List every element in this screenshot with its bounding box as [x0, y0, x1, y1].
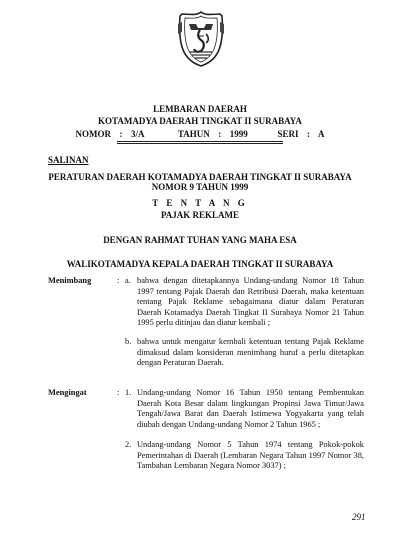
header-rule-bottom — [117, 143, 283, 144]
page-number: 291 — [352, 512, 366, 522]
tentang-heading: T E N T A N G — [152, 198, 248, 208]
header-line-1: LEMBARAN DAERAH — [153, 104, 247, 114]
header-rule-top — [117, 141, 283, 142]
menimbang-item-b: bahwa untuk mengatur kembali ketentuan tentang Pajak Reklame dimaksud dalam konsideran menimbang huruf a perlu ditetapkan dengan Peraturan Daerah. — [137, 337, 364, 368]
mengingat-item-1: Undang-undang Nomor 16 Tahun 1950 tentang Pembentukan Daerah Kota Besar dalam lingkungan Propinsi Jawa Timur/Jawa Tengah/Jawa Barat dan Daerah Istimewa Yogyakarta yang telah diubah dengan Undang-undang Nomor 2 Tahun 1965 ; — [137, 388, 364, 429]
mengingat-mark-2: 2. — [125, 440, 132, 449]
menimbang-mark-a: a. — [125, 276, 131, 285]
mengingat-colon: : — [117, 388, 120, 397]
mengingat-mark-1: 1. — [125, 388, 132, 397]
regulation-title: PERATURAN DAERAH KOTAMADYA DAERAH TINGKAT II SURABAYA — [48, 172, 352, 182]
salinan-label: SALINAN — [48, 155, 89, 165]
menimbang-label: Menimbang — [48, 276, 92, 285]
header-line-2: KOTAMADYA DAERAH TINGKAT II SURABAYA — [98, 116, 302, 126]
header-number-line: NOMOR : 3/A TAHUN : 1999 SERI : A — [75, 129, 325, 139]
city-emblem-icon — [176, 10, 226, 68]
menimbang-item-a: bahwa dengan ditetapkannya Undang-undang Nomor 18 Tahun 1997 tentang Pajak Daerah dan Retribusi Daerah, maka ketentuan tentang Pajak Reklame sebagaimana diatur dalam Peraturan Daerah Kotamadya Daerah Tingkat II Surabaya Nomor 21 Tahun 1995 perlu ditinjau dan diatur kembali ; — [137, 276, 364, 328]
regulation-number: NOMOR 9 TAHUN 1999 — [151, 182, 249, 192]
menimbang-mark-b: b. — [125, 337, 132, 346]
mengingat-item-2: Undang-undang Nomor 5 Tahun 1974 tentang Pokok-pokok Pemerintahan di Daerah (Lembaran Negara Tahun 1997 Nomor 38, Tambahan Lembaran Negara Nomor 3037) ; — [137, 440, 364, 471]
menimbang-colon: : — [117, 276, 120, 285]
mengingat-label: Mengingat — [48, 388, 87, 397]
regulation-subject: PAJAK REKLAME — [160, 210, 240, 220]
invocation: DENGAN RAHMAT TUHAN YANG MAHA ESA — [103, 235, 297, 245]
issuing-authority: WALIKOTAMADYA KEPALA DAERAH TINGKAT II SURABAYA — [66, 259, 334, 269]
